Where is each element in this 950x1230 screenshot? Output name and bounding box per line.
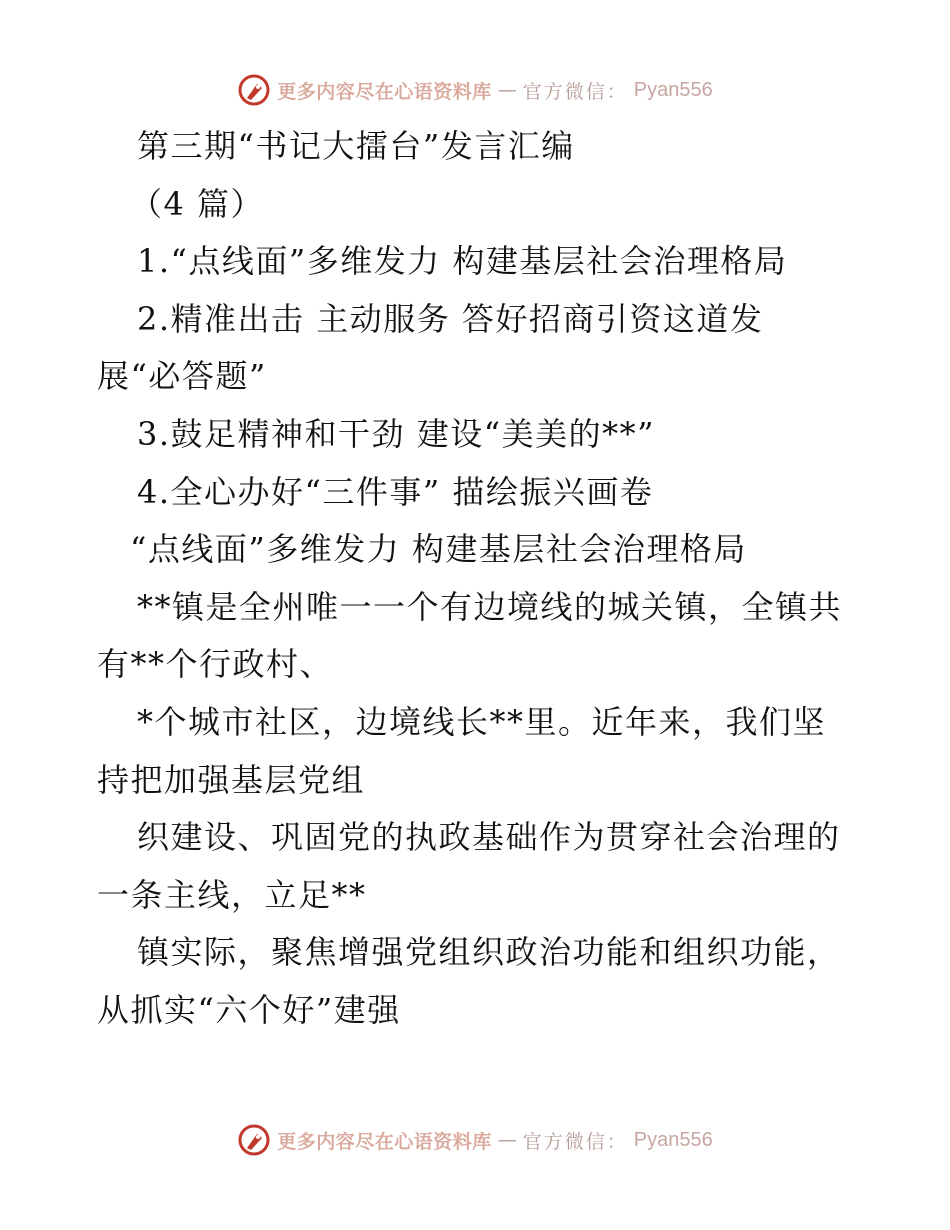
toc-item-2-continued: 展“必答题” (97, 357, 267, 396)
body-line: 织建设、巩固党的执政基础作为贯穿社会治理的 (137, 818, 841, 857)
watermark-wechat-label: 官方微信： (522, 80, 628, 103)
toc-item-4: 4.全心办好“三件事” 描绘振兴画卷 (137, 472, 654, 511)
toc-item-2: 2.精准出击 主动服务 答好招商引资这道发 (137, 299, 764, 338)
body-line: 从抓实“六个好”建强 (97, 990, 401, 1029)
watermark-wechat-id: Pyan556 (633, 1128, 713, 1151)
document-subtitle: （4 篇） (130, 184, 265, 223)
watermark-dash: — (497, 1129, 517, 1151)
watermark-wechat-id: Pyan556 (633, 78, 713, 101)
section-title: “点线面”多维发力 构建基层社会治理格局 (130, 530, 747, 569)
body-line: *个城市社区，边境线长**里。近年来，我们坚 (137, 702, 827, 741)
footer-watermark (0, 1120, 950, 1160)
body-line: 镇实际，聚焦增强党组织政治功能和组织功能， (137, 933, 841, 972)
document-title: 第三期“书记大擂台”发言汇编 (137, 127, 575, 165)
watermark-text: 更多内容尽在心语资料库 (277, 80, 492, 103)
body-line: 持把加强基层党组 (97, 760, 366, 799)
toc-item-1: 1.“点线面”多维发力 构建基层社会治理格局 (137, 242, 788, 281)
toc-item-3: 3.鼓足精神和干劲 建设“美美的**” (137, 414, 655, 453)
body-line: 一条主线，立足** (97, 875, 367, 914)
watermark-text: 更多内容尽在心语资料库 (277, 1130, 492, 1153)
header-watermark (0, 70, 950, 110)
body-line: **镇是全州唯一一个有边境线的城关镇，全镇共 (137, 587, 843, 626)
watermark-dash: — (497, 79, 517, 101)
watermark-wechat-label: 官方微信： (522, 1130, 628, 1153)
document-content (97, 118, 857, 1040)
body-line: 有**个行政村、 (97, 645, 334, 684)
pen-nib-logo-icon (237, 1123, 271, 1157)
pen-nib-logo-icon (237, 73, 271, 107)
